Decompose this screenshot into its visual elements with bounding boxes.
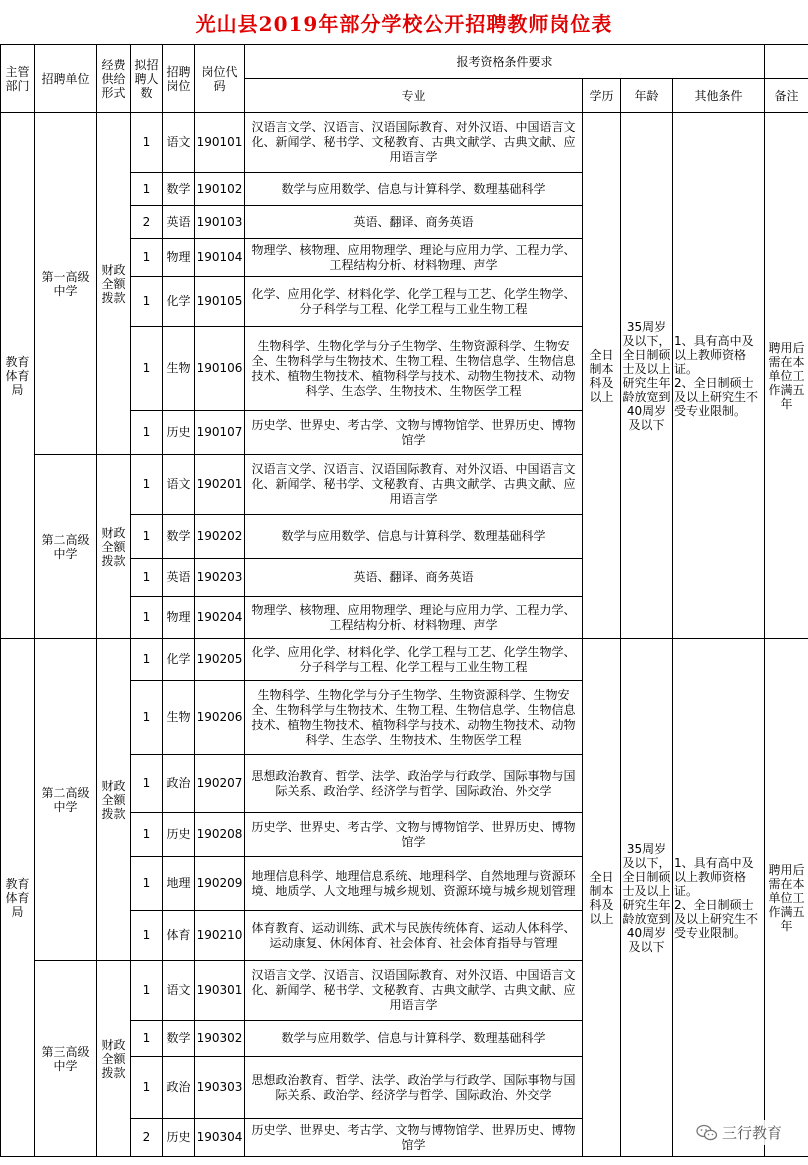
- watermark-text: 三行教育: [721, 1124, 782, 1142]
- header-dept: 主管部门: [1, 45, 35, 113]
- post-cell: 化学: [163, 639, 195, 681]
- post-cell: 历史: [163, 411, 195, 455]
- post-cell: 英语: [163, 559, 195, 597]
- major-cell: 地理信息科学、地理信息系统、地理科学、自然地理与资源环境、地质学、人文地理与城乡规划、资源环境与城乡规划管理: [245, 857, 583, 911]
- header-other: 其他条件: [673, 79, 765, 113]
- major-cell: 历史学、世界史、考古学、文物与博物馆学、世界历史、博物馆学: [245, 411, 583, 455]
- major-cell: 汉语言文学、汉语言、汉语国际教育、对外汉语、中国语言文化、新闻学、秘书学、文秘教育、古典文献学、古典文献、应用语言学: [245, 113, 583, 173]
- code-cell: 190206: [195, 681, 245, 755]
- remark-cell: 聘用后需在本单位工作满五年: [765, 113, 808, 639]
- count-cell: 1: [131, 559, 163, 597]
- code-cell: 190106: [195, 327, 245, 411]
- other-cell: 1、具有高中及以上教师资格证。 2、全日制硕士及以上研究生不受专业限制。: [673, 639, 765, 1157]
- major-cell: 物理学、核物理、应用物理学、理论与应用力学、工程力学、工程结构分析、材料物理、声学: [245, 597, 583, 639]
- header-code: 岗位代码: [195, 45, 245, 113]
- code-cell: 190201: [195, 455, 245, 515]
- count-cell: 2: [131, 206, 163, 239]
- count-cell: 1: [131, 681, 163, 755]
- edu-cell: 全日制本科及以上: [583, 639, 621, 1157]
- major-cell: 思想政治教育、哲学、法学、政治学与行政学、国际事物与国际关系、政治学、经济学与哲学、国际政治、外交学: [245, 755, 583, 813]
- funding-cell: 财政全额拨款: [97, 113, 131, 455]
- code-cell: 190209: [195, 857, 245, 911]
- recruitment-table: [0, 44, 808, 1157]
- post-cell: 历史: [163, 1119, 195, 1157]
- post-cell: 数学: [163, 515, 195, 559]
- code-cell: 190207: [195, 755, 245, 813]
- major-cell: 生物科学、生物化学与分子生物学、生物资源科学、生物安全、生物科学与生物技术、生物工程、生物信息学、生物信息技术、植物生物技术、植物科学与技术、动物生物技术、动物科学、生态学、生物技术、生物医学工程: [245, 681, 583, 755]
- header-count: 拟招聘人数: [131, 45, 163, 113]
- count-cell: 1: [131, 411, 163, 455]
- post-cell: 数学: [163, 173, 195, 206]
- post-cell: 语文: [163, 455, 195, 515]
- count-cell: 1: [131, 1021, 163, 1057]
- code-cell: 190202: [195, 515, 245, 559]
- code-cell: 190102: [195, 173, 245, 206]
- count-cell: 1: [131, 755, 163, 813]
- wechat-icon: [696, 1124, 718, 1142]
- major-cell: 汉语言文学、汉语言、汉语国际教育、对外汉语、中国语言文化、新闻学、秘书学、文秘教育、古典文献学、古典文献、应用语言学: [245, 961, 583, 1021]
- major-cell: 英语、翻译、商务英语: [245, 559, 583, 597]
- count-cell: 1: [131, 239, 163, 277]
- count-cell: 1: [131, 277, 163, 327]
- code-cell: 190104: [195, 239, 245, 277]
- major-cell: 历史学、世界史、考古学、文物与博物馆学、世界历史、博物馆学: [245, 813, 583, 857]
- remark-cell: 聘用后需在本单位工作满五年: [765, 639, 808, 1157]
- post-cell: 政治: [163, 755, 195, 813]
- page-title: 光山县2019年部分学校公开招聘教师岗位表: [195, 11, 613, 36]
- code-cell: 190204: [195, 597, 245, 639]
- major-cell: 化学、应用化学、材料化学、化学工程与工艺、化学生物学、分子科学与工程、化学工程与工业生物工程: [245, 277, 583, 327]
- unit-cell: 第二高级中学: [35, 455, 97, 639]
- header-requirements: 报考资格条件要求: [245, 45, 765, 79]
- post-cell: 体育: [163, 911, 195, 961]
- code-cell: 190107: [195, 411, 245, 455]
- post-cell: 语文: [163, 961, 195, 1021]
- post-cell: 物理: [163, 239, 195, 277]
- count-cell: 1: [131, 327, 163, 411]
- dept-cell: 教育体育局: [1, 639, 35, 1157]
- post-cell: 数学: [163, 1021, 195, 1057]
- count-cell: 1: [131, 639, 163, 681]
- major-cell: 数学与应用数学、信息与计算科学、数理基础科学: [245, 515, 583, 559]
- age-cell: 35周岁及以下，全日制硕士及以上研究生年龄放宽到40周岁及以下: [621, 113, 673, 639]
- other-cell: 1、具有高中及以上教师资格证。 2、全日制硕士及以上研究生不受专业限制。: [673, 113, 765, 639]
- major-cell: 历史学、世界史、考古学、文物与博物馆学、世界历史、博物馆学: [245, 1119, 583, 1157]
- post-cell: 语文: [163, 113, 195, 173]
- header-edu: 学历: [583, 79, 621, 113]
- post-cell: 物理: [163, 597, 195, 639]
- header-funding: 经费供给形式: [97, 45, 131, 113]
- unit-cell: 第二高级中学: [35, 639, 97, 961]
- code-cell: 190208: [195, 813, 245, 857]
- unit-cell: 第三高级中学: [35, 961, 97, 1157]
- age-cell: 35周岁及以下，全日制硕士及以上研究生年龄放宽到40周岁及以下: [621, 639, 673, 1157]
- post-cell: 英语: [163, 206, 195, 239]
- count-cell: 2: [131, 1119, 163, 1157]
- count-cell: 1: [131, 515, 163, 559]
- header-remark: 备注: [765, 79, 808, 113]
- watermark: [692, 1120, 786, 1145]
- count-cell: 1: [131, 911, 163, 961]
- code-cell: 190205: [195, 639, 245, 681]
- major-cell: 化学、应用化学、材料化学、化学工程与工艺、化学生物学、分子科学与工程、化学工程与工业生物工程: [245, 639, 583, 681]
- major-cell: 生物科学、生物化学与分子生物学、生物资源科学、生物安全、生物科学与生物技术、生物工程、生物信息学、生物信息技术、植物生物技术、植物科学与技术、动物生物技术、动物科学、生态学、生物技术、生物医学工程: [245, 327, 583, 411]
- major-cell: 体育教育、运动训练、武术与民族传统体育、运动人体科学、运动康复、休闲体育、社会体育、社会体育指导与管理: [245, 911, 583, 961]
- count-cell: 1: [131, 455, 163, 515]
- count-cell: 1: [131, 597, 163, 639]
- major-cell: 数学与应用数学、信息与计算科学、数理基础科学: [245, 173, 583, 206]
- funding-cell: 财政全额拨款: [97, 961, 131, 1157]
- major-cell: 物理学、核物理、应用物理学、理论与应用力学、工程力学、工程结构分析、材料物理、声学: [245, 239, 583, 277]
- code-cell: 190103: [195, 206, 245, 239]
- header-post: 招聘岗位: [163, 45, 195, 113]
- post-cell: 生物: [163, 681, 195, 755]
- count-cell: 1: [131, 813, 163, 857]
- code-cell: 190203: [195, 559, 245, 597]
- code-cell: 190210: [195, 911, 245, 961]
- count-cell: 1: [131, 961, 163, 1021]
- code-cell: 190105: [195, 277, 245, 327]
- header-unit: 招聘单位: [35, 45, 97, 113]
- code-cell: 190304: [195, 1119, 245, 1157]
- code-cell: 190303: [195, 1057, 245, 1119]
- header-major: 专业: [245, 79, 583, 113]
- funding-cell: 财政全额拨款: [97, 455, 131, 639]
- funding-cell: 财政全额拨款: [97, 639, 131, 961]
- edu-cell: 全日制本科及以上: [583, 113, 621, 639]
- post-cell: 历史: [163, 813, 195, 857]
- post-cell: 生物: [163, 327, 195, 411]
- code-cell: 190101: [195, 113, 245, 173]
- dept-cell: 教育体育局: [1, 113, 35, 639]
- count-cell: 1: [131, 173, 163, 206]
- major-cell: 数学与应用数学、信息与计算科学、数理基础科学: [245, 1021, 583, 1057]
- code-cell: 190302: [195, 1021, 245, 1057]
- post-cell: 政治: [163, 1057, 195, 1119]
- major-cell: 思想政治教育、哲学、法学、政治学与行政学、国际事物与国际关系、政治学、经济学与哲学、国际政治、外交学: [245, 1057, 583, 1119]
- count-cell: 1: [131, 1057, 163, 1119]
- post-cell: 地理: [163, 857, 195, 911]
- code-cell: 190301: [195, 961, 245, 1021]
- header-remark-top: [765, 45, 808, 79]
- unit-cell: 第一高级中学: [35, 113, 97, 455]
- major-cell: 英语、翻译、商务英语: [245, 206, 583, 239]
- header-age: 年龄: [621, 79, 673, 113]
- major-cell: 汉语言文学、汉语言、汉语国际教育、对外汉语、中国语言文化、新闻学、秘书学、文秘教育、古典文献学、古典文献、应用语言学: [245, 455, 583, 515]
- count-cell: 1: [131, 113, 163, 173]
- post-cell: 化学: [163, 277, 195, 327]
- count-cell: 1: [131, 857, 163, 911]
